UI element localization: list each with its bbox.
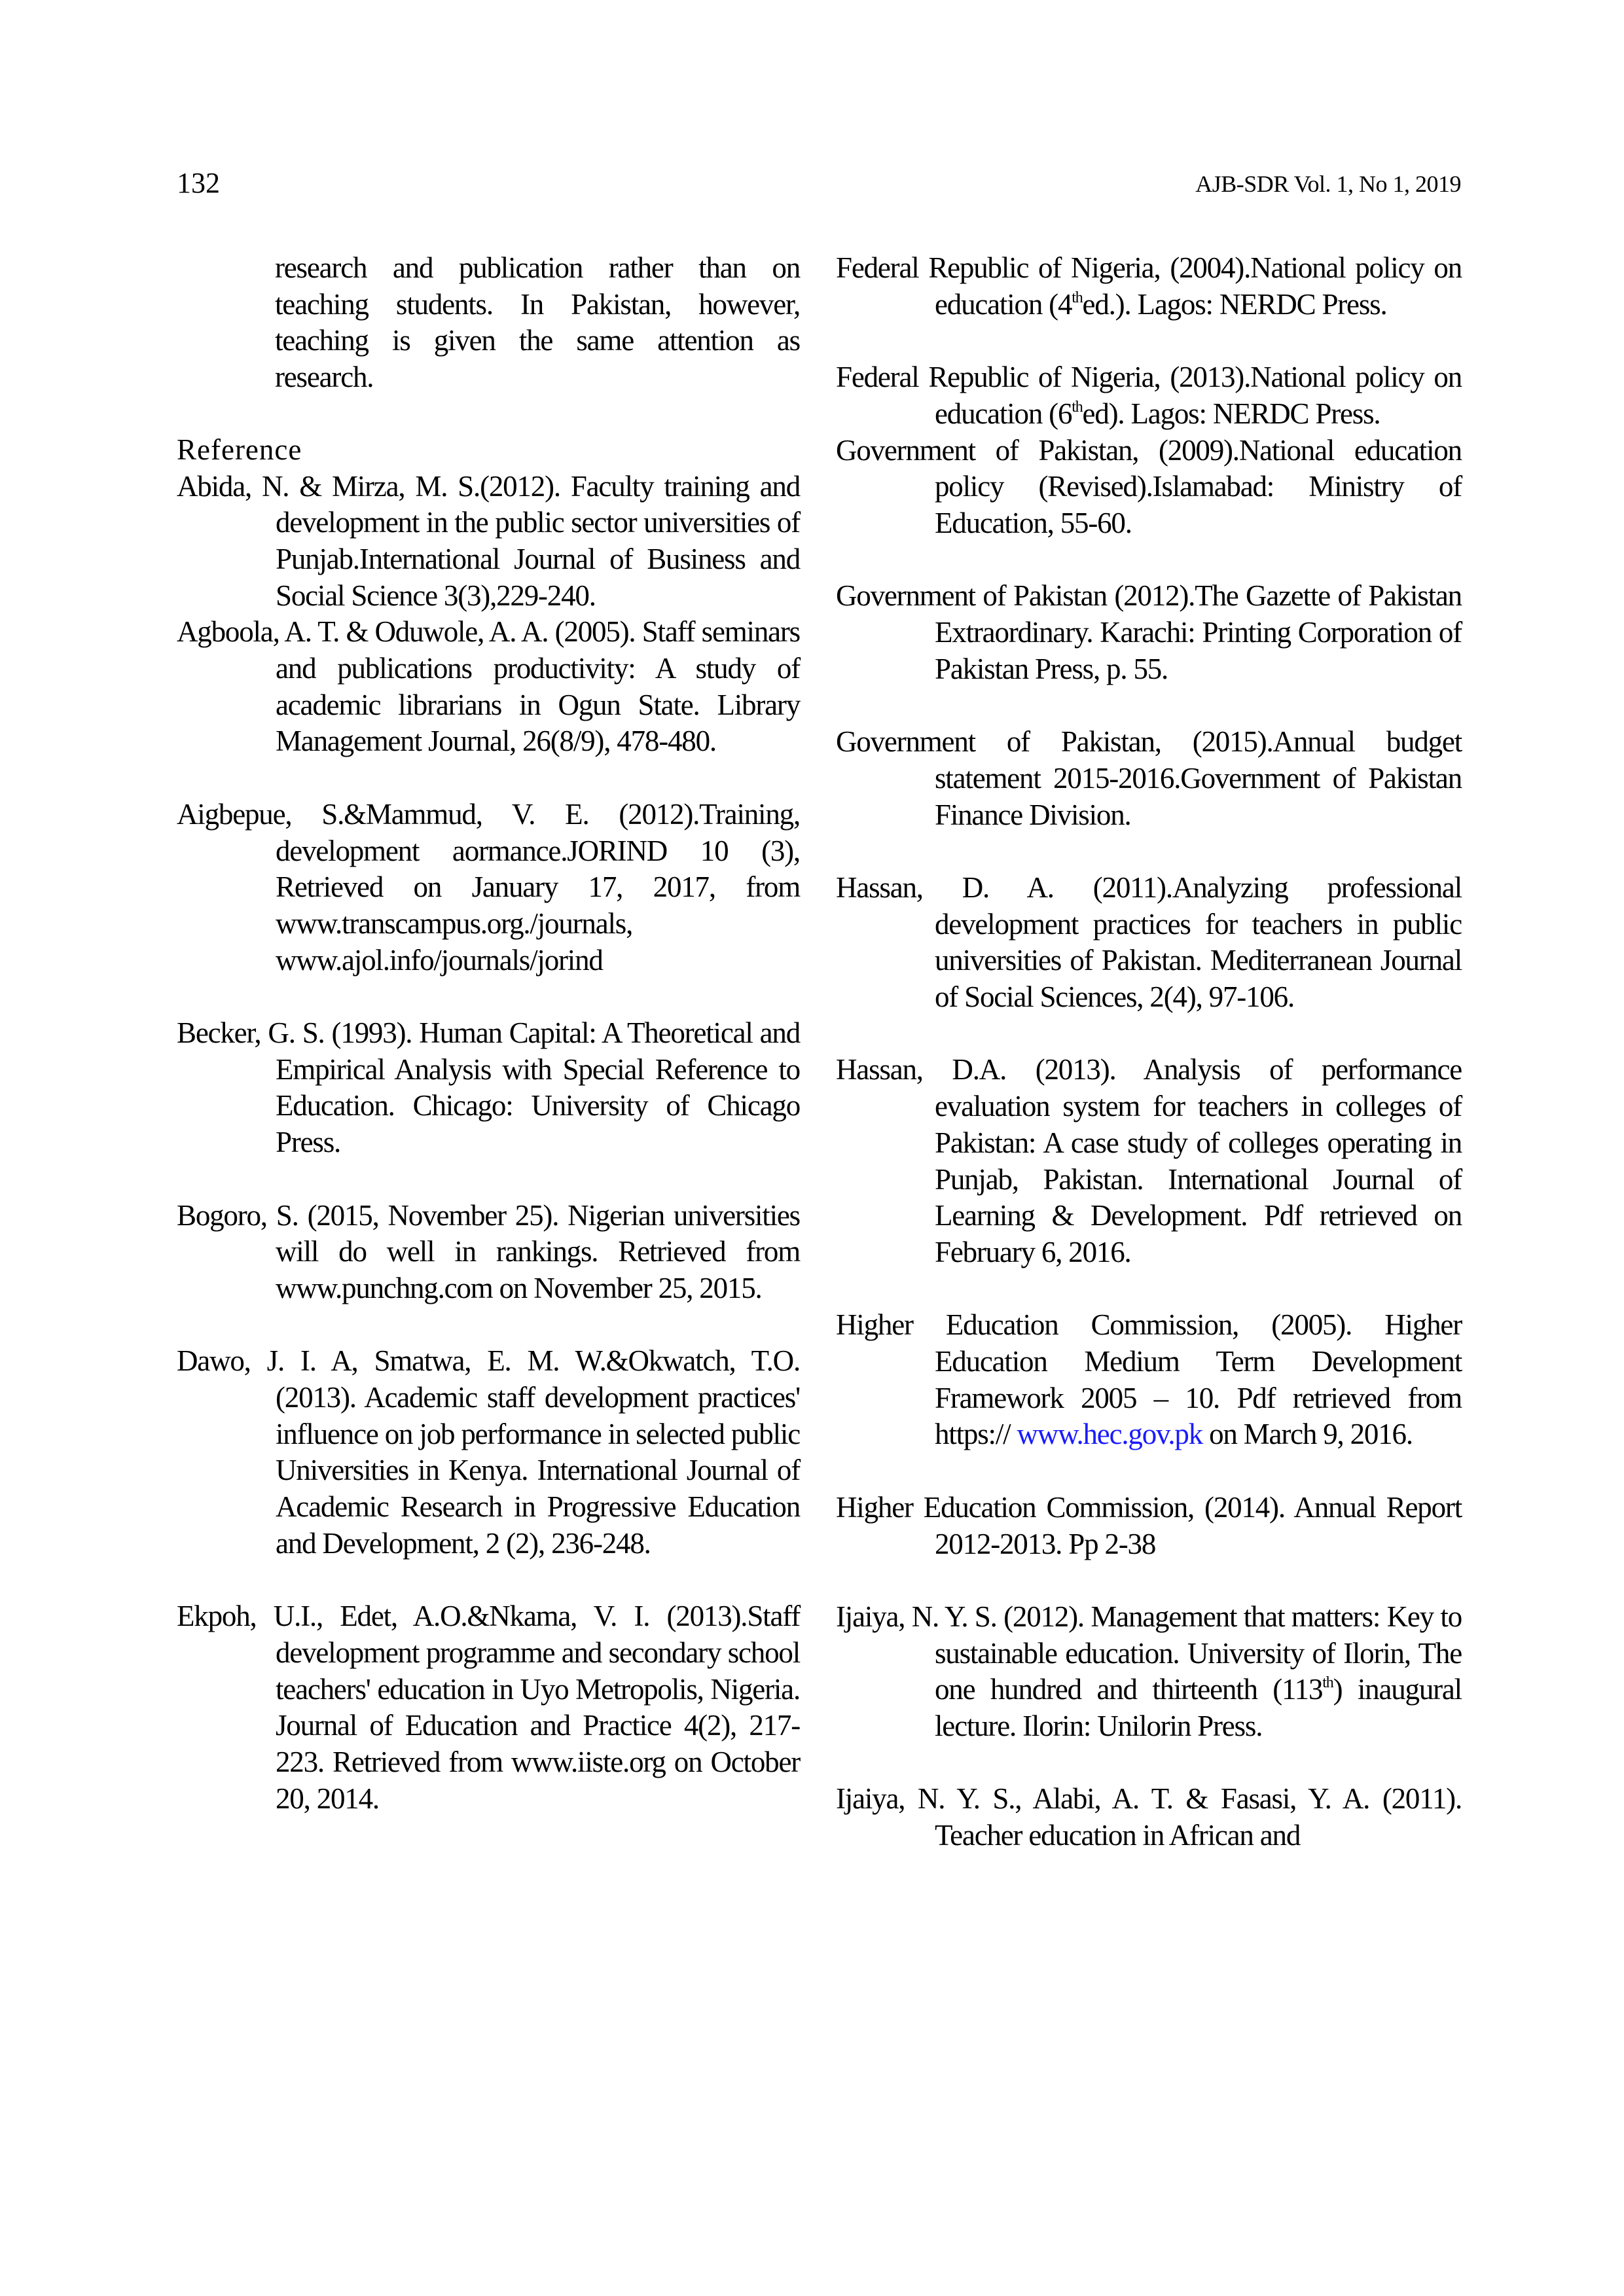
reference-entry: Becker, G. S. (1993). Human Capital: A Theoretical and Empirical Analysis with Special Reference to Education. Chicago: University of Chicago Press.: [177, 1016, 800, 1159]
hec-website-link[interactable]: www.hec.gov.pk: [1017, 1418, 1203, 1451]
reference-entry: Hassan, D. A. (2011).Analyzing professional development practices for teachers in public universities of Pakistan. Mediterranean Journal of Social Sciences, 2(4), 97-106.: [836, 870, 1462, 1013]
right-column: [836, 250, 1462, 1854]
reference-text: Ijaiya, N. Y. S. (2012). Management that matters: Key to sustainable education. University of Ilorin, The one hundred and thirteenth (113: [836, 1600, 1462, 1706]
reference-text: on March 9, 2016.: [1202, 1418, 1413, 1451]
reference-entry: Higher Education Commission, (2014). Annual Report 2012-2013. Pp 2-38: [836, 1490, 1462, 1560]
reference-entry: Ekpoh, U.I., Edet, A.O.&Nkama, V. I. (2013).Staff development programme and secondary school teachers' education in Uyo Metropolis, Nigeria. Journal of Education and Practice 4(2), 217-223. Retrieved from www.iiste.org on October 20, 2014.: [177, 1600, 800, 1815]
reference-text: Higher Education Commission, (2005). Higher Education Medium Term Development Framework 2005 – 10. Pdf retrieved from https://: [836, 1308, 1462, 1451]
reference-text: ) inaugural lecture. Ilorin: Unilorin Press.: [935, 1673, 1462, 1742]
reference-entry: [836, 359, 1462, 432]
intro-paragraph: research and publication rather than on teaching students. In Pakistan, however, teaching is given the same attention as research.: [275, 251, 800, 394]
ordinal-superscript: th: [1072, 398, 1083, 416]
reference-text: Federal Republic of Nigeria, (2004).National policy on education (4: [836, 251, 1462, 321]
page-number: 132: [177, 167, 220, 199]
ordinal-superscript: th: [1322, 1674, 1333, 1692]
reference-entry: [836, 250, 1462, 323]
left-column: [177, 250, 800, 1817]
section-heading-reference: Reference: [177, 433, 302, 466]
reference-entry: Dawo, J. I. A, Smatwa, E. M. W.&Okwatch, T.O. (2013). Academic staff development practices' influence on job performance in selected public Universities in Kenya. International Journal of Academic Research in Progressive Education and Development, 2 (2), 236-248.: [177, 1344, 800, 1560]
reference-entry: Abida, N. & Mirza, M. S.(2012). Faculty training and development in the public sector universities of Punjab.International Journal of Business and Social Science 3(3),229-240.: [177, 469, 800, 612]
reference-entry: [836, 1307, 1462, 1453]
reference-text: ed). Lagos: NERDC Press.: [1082, 397, 1380, 430]
reference-entry: Government of Pakistan, (2015).Annual budget statement 2015-2016.Government of Pakistan Finance Division.: [836, 725, 1462, 831]
reference-text: ed.). Lagos: NERDC Press.: [1082, 287, 1387, 321]
reference-entry: Agboola, A. T. & Oduwole, A. A. (2005). Staff seminars and publications productivity: A study of academic librarians in Ogun State. Library Management Journal, 26(8/9), 478-480.: [177, 615, 800, 758]
ordinal-superscript: th: [1072, 289, 1083, 306]
reference-entry: Government of Pakistan, (2009).National education policy (Revised).Islamabad: Ministry of Education, 55-60.: [836, 433, 1462, 539]
reference-entry: Ijaiya, N. Y. S., Alabi, A. T. & Fasasi, Y. A. (2011). Teacher education in African and: [836, 1782, 1462, 1852]
reference-text: Federal Republic of Nigeria, (2013).National policy on education (6: [836, 361, 1462, 430]
reference-entry: [836, 1599, 1462, 1745]
reference-entry: Hassan, D.A. (2013). Analysis of performance evaluation system for teachers in colleges of Pakistan: A case study of colleges operating in Punjab, Pakistan. International Journal of Learning & Development. Pdf retrieved on February 6, 2016.: [836, 1053, 1462, 1268]
running-head: AJB-SDR Vol. 1, No 1, 2019: [1195, 171, 1461, 197]
reference-entry: Bogoro, S. (2015, November 25). Nigerian universities will do well in rankings. Retrieved from www.punchng.com on November 25, 2015.: [177, 1198, 800, 1304]
reference-entry: Aigbepue, S.&Mammud, V. E. (2012).Training, development aormance.JORIND 10 (3), Retrieved on January 17, 2017, from www.transcampus.org./journals, www.ajol.info/journals/jorind: [177, 797, 800, 977]
reference-entry: Government of Pakistan (2012).The Gazette of Pakistan Extraordinary. Karachi: Printing Corporation of Pakistan Press, p. 55.: [836, 579, 1462, 685]
